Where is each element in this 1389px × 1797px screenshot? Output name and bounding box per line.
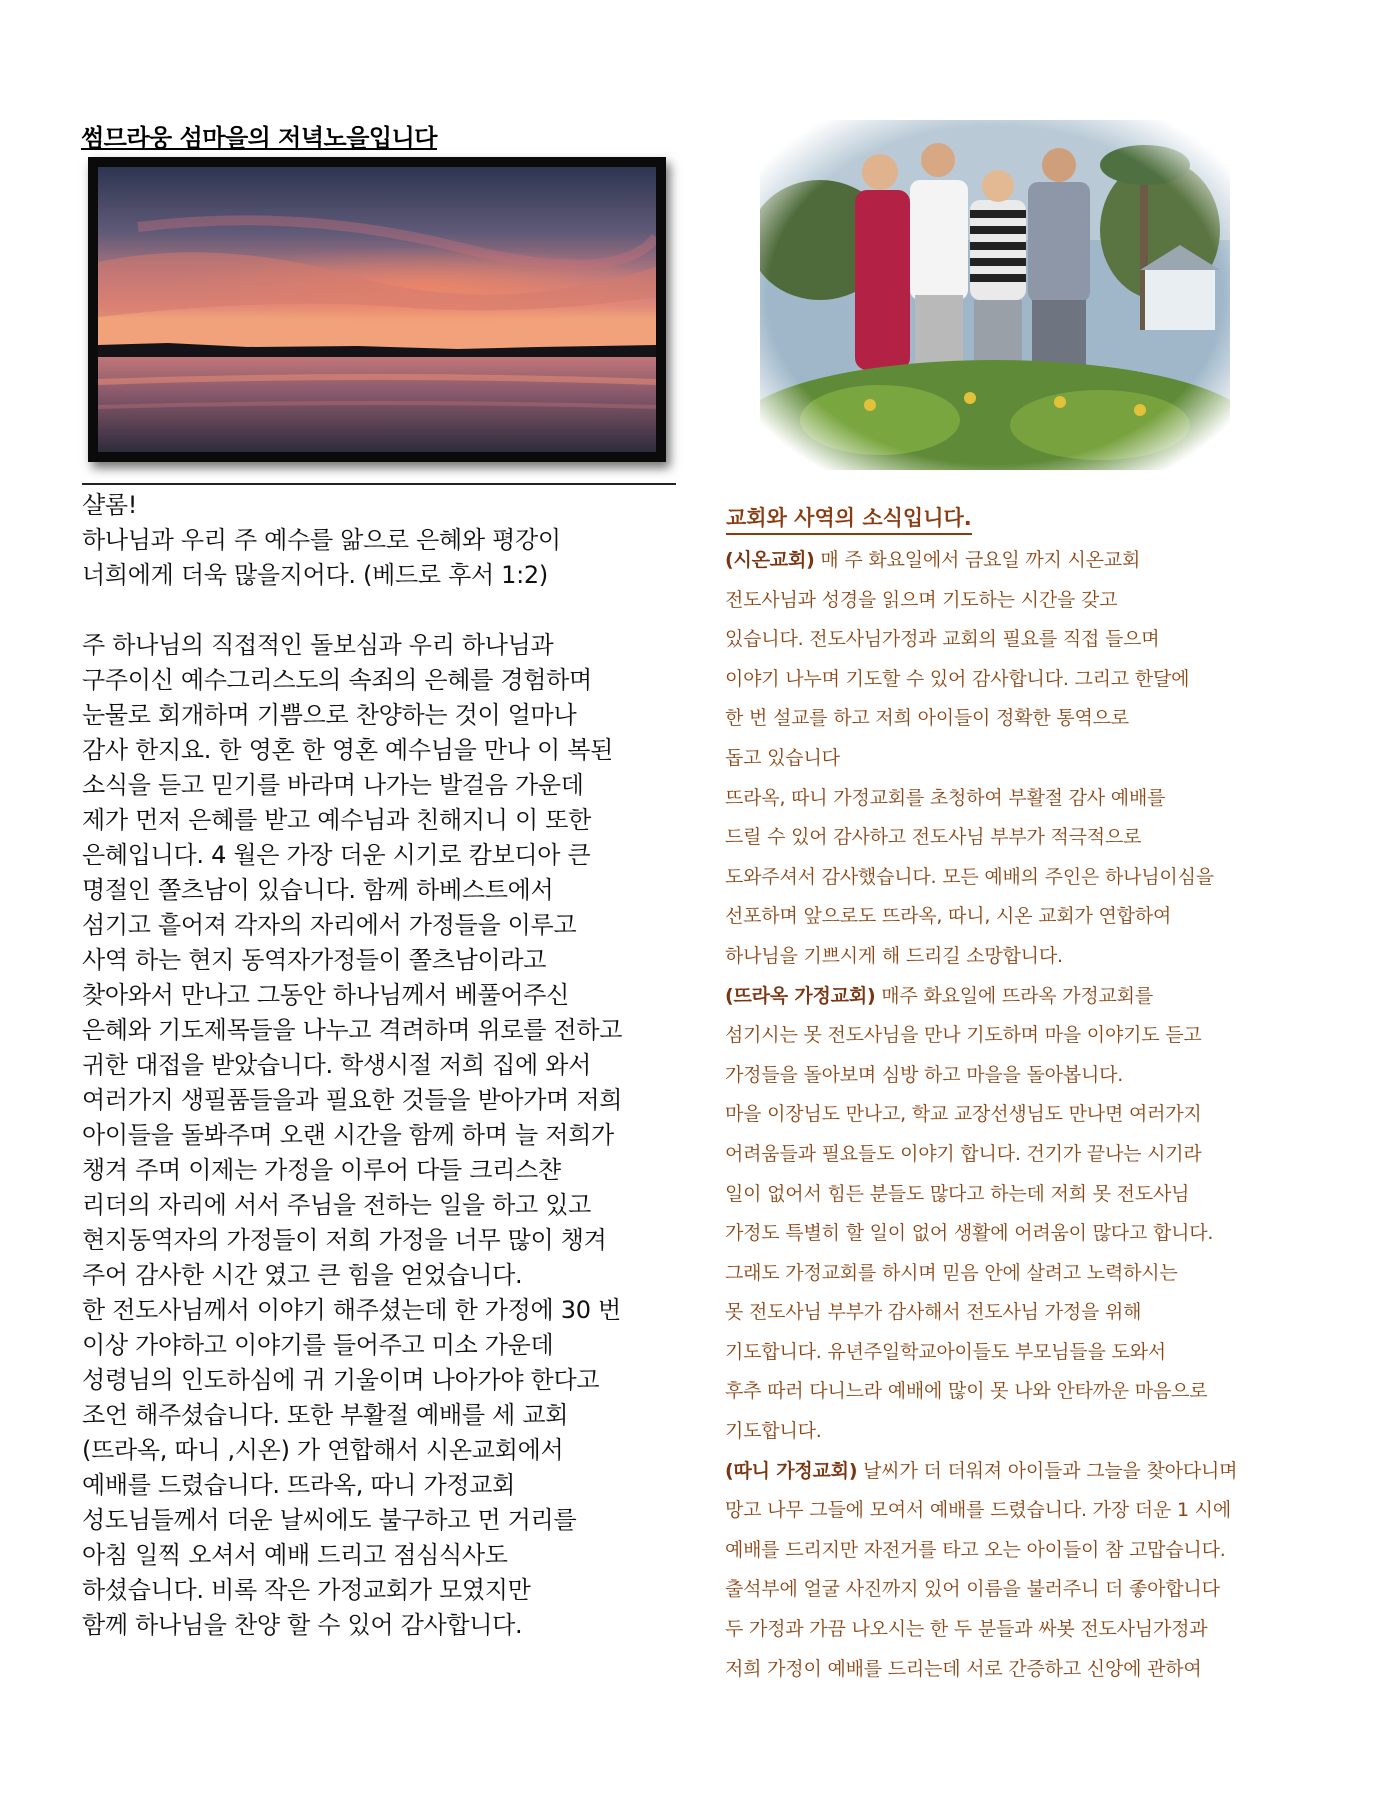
- news-line: 가정들을 돌아보며 심방 하고 마을을 돌아봅니다.: [725, 1063, 1124, 1086]
- letter-line: 섬기고 흩어져 각자의 자리에서 가정들을 이루고: [82, 911, 577, 939]
- news-line: 후추 따러 다니느라 예배에 많이 못 나와 안타까운 마음으로: [725, 1380, 1208, 1403]
- sunset-heading: 썸므라웅 섬마을의 저녁노을입니다: [81, 124, 437, 152]
- news-line: 어려움들과 필요들도 이야기 합니다. 건기가 끝나는 시기라: [725, 1142, 1202, 1165]
- family-photo: [760, 120, 1230, 470]
- news-line: 이야기 나누며 기도할 수 있어 감사합니다. 그리고 한달에: [725, 667, 1190, 690]
- letter-line: 사역 하는 현지 동역자가정들이 쫄츠남이라고: [82, 946, 547, 974]
- letter-line: 아침 일찍 오셔서 예배 드리고 점심식사도: [82, 1541, 508, 1569]
- letter-line: 귀한 대접을 받았습니다. 학생시절 저희 집에 와서: [82, 1051, 591, 1079]
- letter-line: 하셨습니다. 비록 작은 가정교회가 모였지만: [82, 1576, 531, 1604]
- news-line: 하나님을 기쁘시게 해 드리길 소망합니다.: [725, 944, 1063, 967]
- news-line: 망고 나무 그들에 모여서 예배를 드렸습니다. 가장 더운 1 시에: [725, 1499, 1231, 1522]
- letter-line: 성도님들께서 더운 날씨에도 불구하고 먼 거리를: [82, 1506, 577, 1534]
- letter-line: 은혜와 기도제목들을 나누고 격려하며 위로를 전하고: [82, 1016, 623, 1044]
- news-line: 못 전도사님 부부가 감사해서 전도사님 가정을 위해: [725, 1301, 1142, 1324]
- news-line: 있습니다. 전도사님가정과 교회의 필요를 직접 들으며: [725, 628, 1160, 651]
- letter-line: 한 전도사님께서 이야기 해주셨는데 한 가정에 30 번: [82, 1296, 621, 1324]
- letter-line: 여러가지 생필품들을과 필요한 것들을 받아가며 저희: [82, 1086, 623, 1114]
- letter-line: 주 하나님의 직접적인 돌보심과 우리 하나님과: [82, 631, 554, 659]
- greeting-line: 샬롬!: [82, 491, 138, 519]
- news-line: 기도합니다. 유년주일학교아이들도 부모님들을 도와서: [725, 1340, 1166, 1363]
- news-line: 기도합니다.: [725, 1420, 822, 1443]
- church-news-body: [725, 541, 1315, 1689]
- letter-line: 이상 가야하고 이야기를 들어주고 미소 가운데: [82, 1331, 554, 1359]
- tani-church-tag: (따니 가정교회): [725, 1459, 858, 1482]
- news-line: 가정도 특별히 할 일이 없어 생활에 어려움이 많다고 합니다.: [725, 1222, 1214, 1245]
- letter-line: 함께 하나님을 찬양 할 수 있어 감사합니다.: [82, 1611, 523, 1639]
- news-line: 마을 이장님도 만나고, 학교 교장선생님도 만나면 여러가지: [725, 1103, 1202, 1126]
- news-line: 두 가정과 가끔 나오시는 한 두 분들과 싸봇 전도사님가정과: [725, 1618, 1208, 1641]
- verse-line: 하나님과 우리 주 예수를 앎으로 은혜와 평강이: [82, 526, 561, 554]
- letter-line: 구주이신 예수그리스도의 속죄의 은혜를 경험하며: [82, 666, 592, 694]
- letter-line: 챙겨 주며 이제는 가정을 이루어 다들 크리스챤: [82, 1156, 561, 1184]
- letter-line: 소식을 듣고 믿기를 바라며 나가는 발걸음 가운데: [82, 771, 584, 799]
- letter-line: 은혜입니다. 4 월은 가장 더운 시기로 캄보디아 큰: [82, 841, 591, 869]
- news-line: 그래도 가정교회를 하시며 믿음 안에 살려고 노력하시는: [725, 1261, 1178, 1284]
- news-line: (뜨라옥 가정교회) 매주 화요일에 뜨라옥 가정교회를: [725, 984, 1153, 1007]
- letter-line: 제가 먼저 은혜를 받고 예수님과 친해지니 이 또한: [82, 806, 591, 834]
- letter-body: [82, 488, 682, 1643]
- letter-line: 예배를 드렸습니다. 뜨라옥, 따니 가정교회: [82, 1471, 516, 1499]
- news-line: 전도사님과 성경을 읽으며 기도하는 시간을 갖고: [725, 588, 1118, 611]
- letter-line: 리더의 자리에 서서 주님을 전하는 일을 하고 있고: [82, 1191, 591, 1219]
- traok-church-tag: (뜨라옥 가정교회): [725, 984, 876, 1007]
- church-news-heading: 교회와 사역의 소식입니다.: [726, 502, 972, 535]
- letter-line: 주어 감사한 시간 였고 큰 힘을 얻었습니다.: [82, 1261, 523, 1289]
- news-line: 한 번 설교를 하고 저희 아이들이 정확한 통역으로: [725, 707, 1129, 730]
- news-line: 선포하며 앞으로도 뜨라옥, 따니, 시온 교회가 연합하여: [725, 905, 1172, 928]
- letter-line: 아이들을 돌봐주며 오랜 시간을 함께 하며 늘 저희가: [82, 1121, 614, 1149]
- sunset-image: [98, 167, 656, 452]
- news-line: 도와주셔서 감사했습니다. 모든 예배의 주인은 하나님이심을: [725, 865, 1214, 888]
- news-line: 저희 가정이 예배를 드리는데 서로 간증하고 신앙에 관하여: [725, 1657, 1202, 1680]
- news-line: 예배를 드리지만 자전거를 타고 오는 아이들이 참 고맙습니다.: [725, 1538, 1226, 1561]
- section-divider: [82, 483, 676, 485]
- news-line: 출석부에 얼굴 사진까지 있어 이름을 불러주니 더 좋아합니다: [725, 1578, 1220, 1601]
- news-line: (시온교회) 매 주 화요일에서 금요일 까지 시온교회: [725, 549, 1141, 571]
- verse-line: 너희에게 더욱 많을지어다. (베드로 후서 1:2): [82, 561, 548, 589]
- letter-line: (뜨라옥, 따니 ,시온) 가 연합해서 시온교회에서: [82, 1436, 564, 1464]
- news-line: 일이 없어서 힘든 분들도 많다고 하는데 저희 못 전도사님: [725, 1182, 1190, 1205]
- letter-line: 현지동역자의 가정들이 저희 가정을 너무 많이 챙겨: [82, 1226, 607, 1254]
- letter-line: 조언 해주셨습니다. 또한 부활절 예배를 세 교회: [82, 1401, 569, 1429]
- letter-line: 찾아와서 만나고 그동안 하나님께서 베풀어주신: [82, 981, 569, 1009]
- news-line: (따니 가정교회) 날씨가 더 더워져 아이들과 그늘을 찾아다니며: [725, 1459, 1238, 1482]
- letter-line: 눈물로 회개하며 기쁨으로 찬양하는 것이 얼마나: [82, 701, 577, 729]
- zion-church-tag: (시온교회): [725, 549, 815, 571]
- letter-line: 명절인 쫄츠남이 있습니다. 함께 하베스트에서: [82, 876, 554, 904]
- news-line: 돕고 있습니다: [725, 746, 840, 769]
- letter-line: 감사 한지요. 한 영혼 한 영혼 예수님을 만나 이 복된: [82, 736, 613, 764]
- letter-line: 성령님의 인도하심에 귀 기울이며 나아가야 한다고: [82, 1366, 600, 1394]
- news-line: 드릴 수 있어 감사하고 전도사님 부부가 적극적으로: [725, 826, 1142, 849]
- family-image: [760, 120, 1230, 470]
- news-line: 뜨라옥, 따니 가정교회를 초청하여 부활절 감사 예배를: [725, 786, 1166, 809]
- sunset-photo: [88, 157, 666, 462]
- news-line: 섬기시는 못 전도사님을 만나 기도하며 마을 이야기도 듣고: [725, 1024, 1202, 1047]
